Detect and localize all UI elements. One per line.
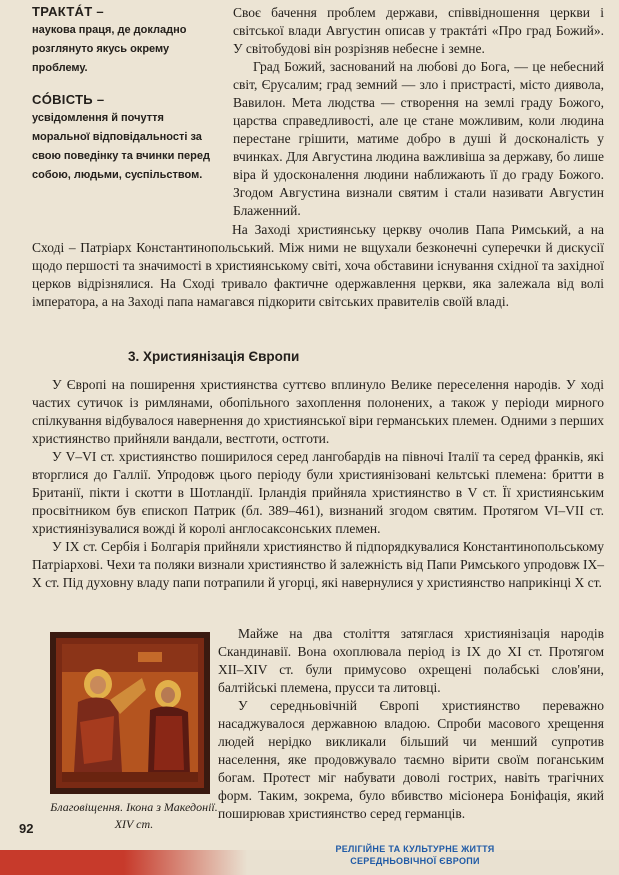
figure-caption: Благовіщення. Ікона з Македонії. XIV ст. [50, 800, 218, 831]
section-heading: 3. Християнізація Європи [128, 349, 300, 364]
glossary-term: СÓВІСТЬ – [32, 92, 105, 107]
paragraph: На Заході християнську церкву очолив Папа Римський, а на Сході – Патріарх Константинопольський. Між ними не вщухали безконечні суперечки й дискусії щодо першості та значимості в християнському світі, хоча обставини існування східної та західної церков відрізнялися. На Сході тривало фактичне одержавлення церкви, яка залежала від волі імператора, а на Заході папа намагався підкорити світських правителів своїй владі. [32, 222, 604, 309]
paragraph: У Європі на поширення християнства суттєво вплинуло Велике переселення народів. У ході частих сутичок із римлянами, обопільного захоплення полонених, а також у періоди мирного спілкування відбувалося навернення до християнської віри германських племен. Одними з перших християнство прийняли вандали, вестготи, остготи. [32, 377, 604, 446]
top-text-column [233, 4, 604, 220]
annunciation-icon-image [50, 632, 210, 794]
running-footer [300, 843, 530, 867]
footer-line: РЕЛІГІЙНЕ ТА КУЛЬТУРНЕ ЖИТТЯ [335, 844, 495, 854]
footer-line: СЕРЕДНЬОВІЧНОЇ ЄВРОПИ [350, 856, 480, 866]
west-east-text [32, 221, 604, 311]
paragraph: Своє бачення проблем держави, співвідношення церкви і світської влади Августин описав у трактáті «Про град Божий». У світобудові він розрізняв небесне і земне. [233, 5, 604, 56]
paragraph: У V–VI ст. християнство поширилося серед лангобардів на півночі Італії та серед франків, які вторглися до Галлії. Упродовж цього періоду були християнізовані кельтські племена: бритти в Британії, пікти і скотти в Шотландії. Ірландія прийняла християнство в V ст. Її християнським просвітником був єпископ Патрик (бл. 389–461), визнаний згодом святим. Протягом VI–VII ст. християнізувалися вожді й королі англосаксонських племен. [32, 449, 604, 536]
paragraph: Майже на два століття затяглася християнізація народів Скандинавії. Вона охоплювала період із IX до XI ст. Протягом XII–XIV ст. були примусово охрещені полабські слов'яни, балтійські племена, прусси та литовці. [218, 626, 604, 695]
right-text-column [218, 625, 604, 823]
section-body [32, 376, 604, 592]
glossary-sidebar [32, 4, 222, 199]
paragraph: У IX ст. Сербія і Болгарія прийняли християнство й підпорядкувалися Константинопольському Патріархові. Чехи та поляки визнали християнство й залежність від Папи Римського упродовж IX–X ст. Під духовну владу папи потрапили й угорці, які навернулися у християнство наприкінці X ст. [32, 539, 604, 590]
paragraph: Град Божий, заснований на любові до Бога, — це небесний світ, Єрусалим; град земний — зло і пристрасті, місто диявола, Вавилон. Мета людства — створення на землі граду Божого, царства справедливості, але це стане можливим, коли людина перестане грішити, матиме добро в душі й досконалість у вчинках. Для Августина людина важливіша за державу, бо лише віра й удосконалення людини наближають її до граду Божого. Згодом Августина визнали святим і стали називати Августин Блаженний. [233, 59, 604, 218]
glossary-definition: наукова праця, де докладно розглянуто якусь окрему проблему. [32, 24, 187, 74]
glossary-definition: усвідомлення й почуття моральної відповідальності за свою поведінку та вчинки перед собою, людьми, суспільством. [32, 112, 210, 181]
glossary-term: ТРАКТÁТ – [32, 4, 104, 19]
paragraph: У середньовічній Європі християнство переважно насаджувалося державною владою. Спроби масового хрещення людей нерідко викликали більший чи менший супротив населення, яке продовжувало таємно вірити своїм поганським богам. Протест міг набувати доволі гострих, навіть трагічних форм. Таким, зокрема, було вбивство місіонера Боніфація, який поширював християнство серед германців. [218, 698, 604, 821]
page-number: 92 [19, 821, 34, 836]
